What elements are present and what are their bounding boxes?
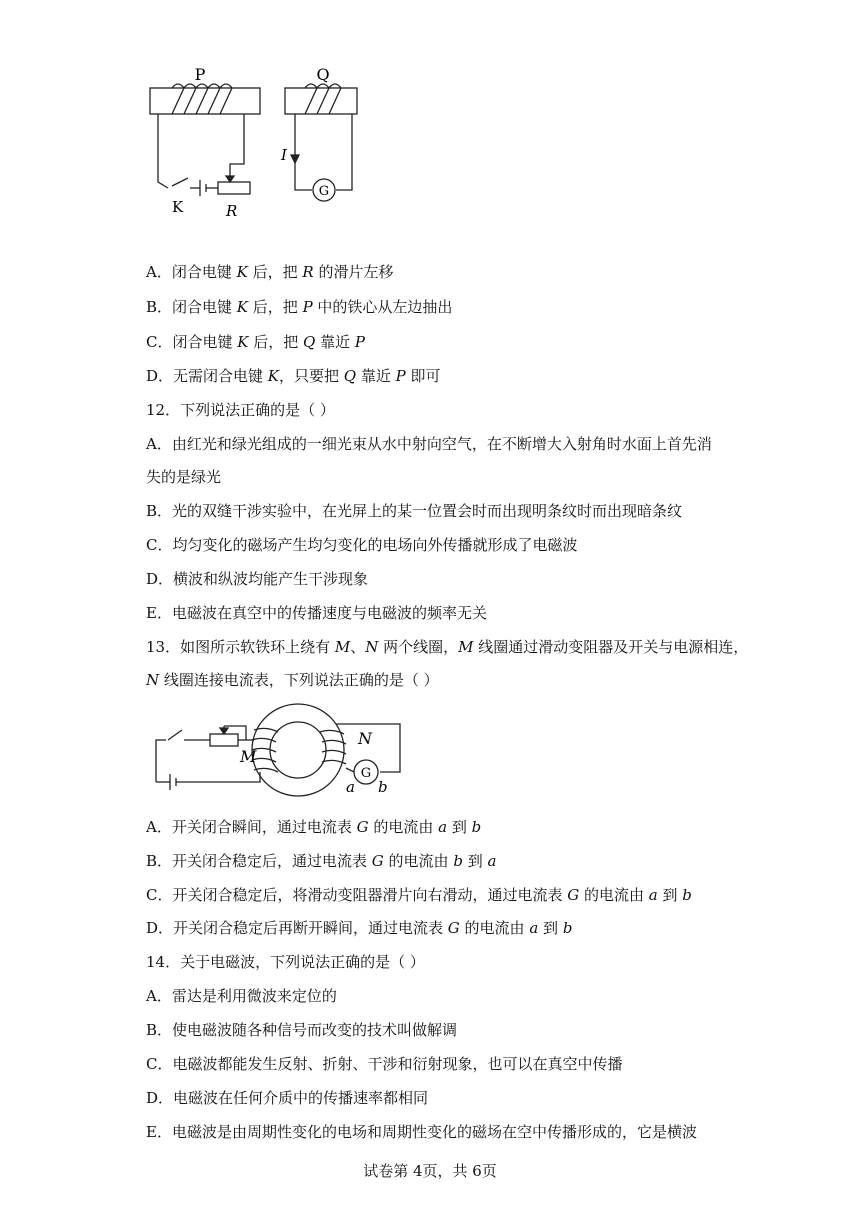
q11-option-b: B．闭合电键 K 后，把 P 中的铁心从左边抽出 (146, 298, 453, 316)
q12-option-a-line2: 失的是绿光 (146, 468, 222, 486)
q14-option-e: E．电磁波是由周期性变化的电场和周期性变化的磁场在空中传播形成的，它是横波 (146, 1123, 697, 1141)
q12-option-a-line1: A．由红光和绿光组成的一细光束从水中射向空气，在不断增大入射角时水面上首先消 (146, 435, 712, 453)
label-R: R (226, 202, 238, 220)
q13-option-b: B．开关闭合稳定后，通过电流表 G 的电流由 b 到 a (146, 852, 497, 870)
q12-option-d: D．横波和纵波均能产生干涉现象 (146, 570, 369, 588)
q13-stem-line1: 13．如图所示软铁环上绕有 M、N 两个线圈，M 线圈通过滑动变阻器及开关与电源相连， (146, 638, 749, 656)
q12-option-c: C．均匀变化的磁场产生均匀变化的电场向外传播就形成了电磁波 (146, 536, 578, 554)
q13-stem-line2: N 线圈连接电流表，下列说法正确的是（ ） (146, 671, 439, 689)
q14-option-b: B．使电磁波随各种信号而改变的技术叫做解调 (146, 1021, 458, 1039)
q14-option-c: C．电磁波都能发生反射、折射、干涉和衍射现象，也可以在真空中传播 (146, 1055, 623, 1073)
label-K: K (172, 198, 184, 216)
fig-label-a: a (346, 778, 355, 796)
label-G: G (318, 184, 330, 199)
q11-option-d: D．无需闭合电键 K，只要把 Q 靠近 P 即可 (146, 367, 441, 385)
q13-option-a: A．开关闭合瞬间，通过电流表 G 的电流由 a 到 b (146, 818, 482, 836)
toroid-circuit-figure (150, 700, 410, 800)
q13-option-d: D．开关闭合稳定后再断开瞬间，通过电流表 G 的电流由 a 到 b (146, 919, 573, 937)
label-Q: Q (316, 65, 330, 84)
q11-option-a: A．闭合电键 K 后，把 R 的滑片左移 (146, 263, 394, 281)
coil-circuit-figure (140, 60, 370, 220)
q14-stem: 14．关于电磁波，下列说法正确的是（ ） (146, 953, 425, 971)
q12-option-e: E．电磁波在真空中的传播速度与电磁波的频率无关 (146, 604, 487, 622)
q14-option-d: D．电磁波在任何介质中的传播速率都相同 (146, 1089, 429, 1107)
fig-label-M: M (240, 747, 257, 766)
label-P: P (194, 65, 206, 84)
fig-label-G: G (360, 766, 372, 781)
fig-label-N: N (358, 729, 372, 748)
page-footer: 试卷第 4页，共 6页 (363, 1162, 497, 1180)
fig-label-b: b (378, 778, 388, 796)
q13-option-c: C．开关闭合稳定后，将滑动变阻器滑片向右滑动，通过电流表 G 的电流由 a 到 b (146, 886, 692, 904)
q14-option-a: A．雷达是利用微波来定位的 (146, 987, 337, 1005)
q12-option-b: B．光的双缝干涉实验中，在光屏上的某一位置会时而出现明条纹时而出现暗条纹 (146, 502, 683, 520)
q12-stem: 12．下列说法正确的是（ ） (146, 401, 335, 419)
label-I: I (281, 146, 287, 164)
q11-option-c: C．闭合电键 K 后，把 Q 靠近 P (146, 333, 365, 351)
